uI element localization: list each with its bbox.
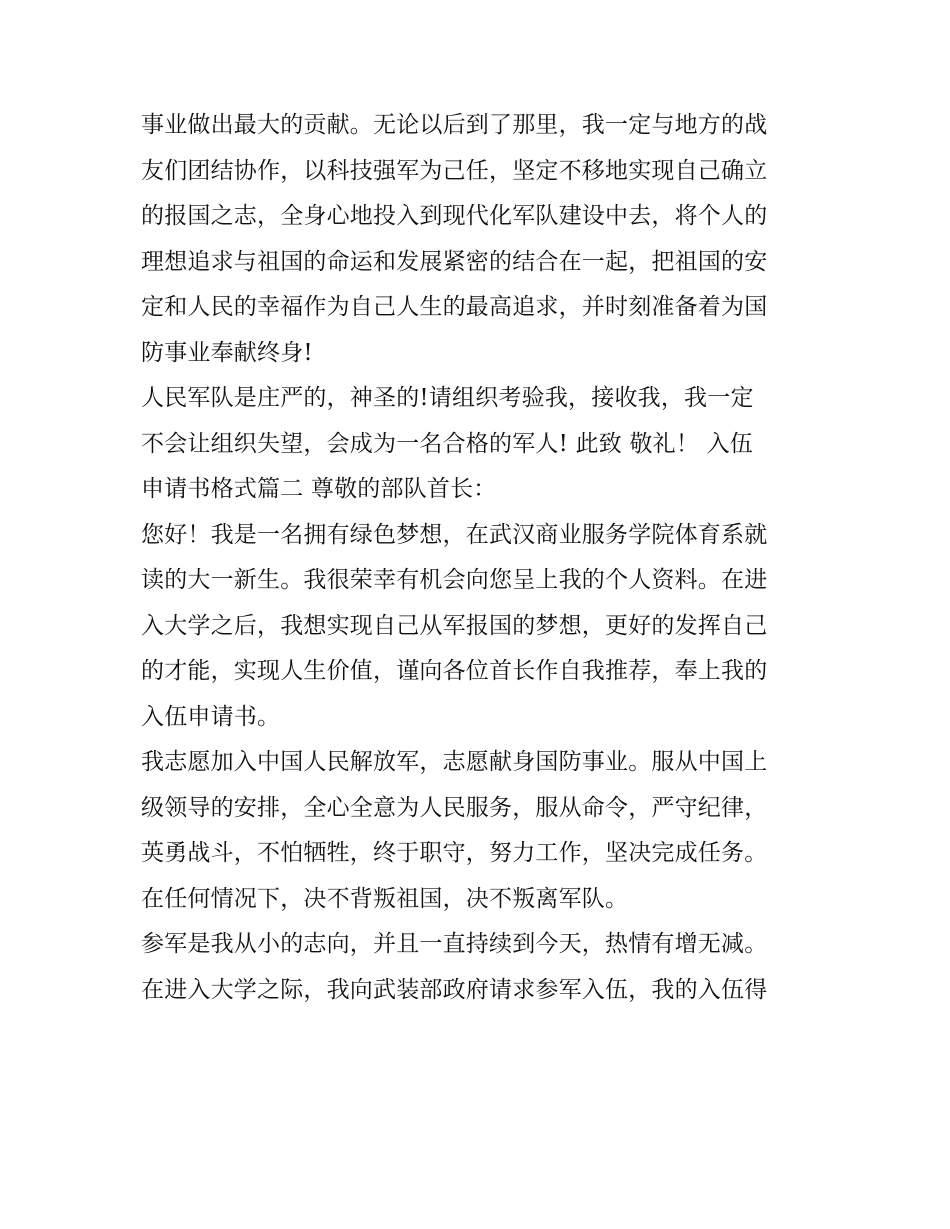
text-line: 申请书格式篇二 尊敬的部队首长： bbox=[141, 476, 497, 502]
text-line: 读的大一新生。我很荣幸有机会向您呈上我的个人资料。在进 bbox=[141, 567, 768, 593]
text-line: 的报国之志，全身心地投入到现代化军队建设中去，将个人的 bbox=[141, 203, 768, 229]
text-line: 参军是我从小的志向，并且一直持续到今天，热情有增无减。 bbox=[141, 931, 768, 957]
text-line: 英勇战斗，不怕牺牲，终于职守，努力工作，坚决完成任务。 bbox=[141, 840, 768, 866]
text-line: 入大学之后，我想实现自己从军报国的梦想，更好的发挥自己 bbox=[141, 612, 768, 639]
text-line: 理想追求与祖国的命运和发展紧密的结合在一起，把祖国的安 bbox=[141, 248, 768, 275]
text-line: 防事业奉献终身! bbox=[141, 339, 313, 366]
text-line: 人民军队是庄严的，神圣的!请组织考验我，接收我，我一定 bbox=[141, 385, 754, 411]
text-line: 友们团结协作，以科技强军为己任，坚定不移地实现自己确立 bbox=[141, 157, 768, 184]
text-line: 我志愿加入中国人民解放军，志愿献身国防事业。服从中国上 bbox=[141, 749, 768, 775]
document-body bbox=[141, 103, 821, 1013]
text-line: 不会让组织失望，会成为一名合格的军人! 此致 敬礼！ 入伍 bbox=[141, 430, 753, 457]
text-line: 的才能，实现人生价值，谨向各位首长作自我推荐，奉上我的 bbox=[141, 658, 768, 684]
text-line: 在任何情况下，决不背叛祖国，决不叛离军队。 bbox=[141, 885, 629, 912]
text-line: 您好！我是一名拥有绿色梦想，在武汉商业服务学院体育系就 bbox=[141, 521, 768, 548]
text-line: 入伍申请书。 bbox=[141, 703, 281, 730]
text-line: 在进入大学之际，我向武装部政府请求参军入伍，我的入伍得 bbox=[141, 976, 768, 1003]
text-line: 事业做出最大的贡献。无论以后到了那里，我一定与地方的战 bbox=[141, 112, 768, 138]
text-line: 级领导的安排，全心全意为人民服务，服从命令，严守纪律， bbox=[141, 794, 768, 821]
text-line: 定和人民的幸福作为自己人生的最高追求，并时刻准备着为国 bbox=[141, 294, 768, 320]
